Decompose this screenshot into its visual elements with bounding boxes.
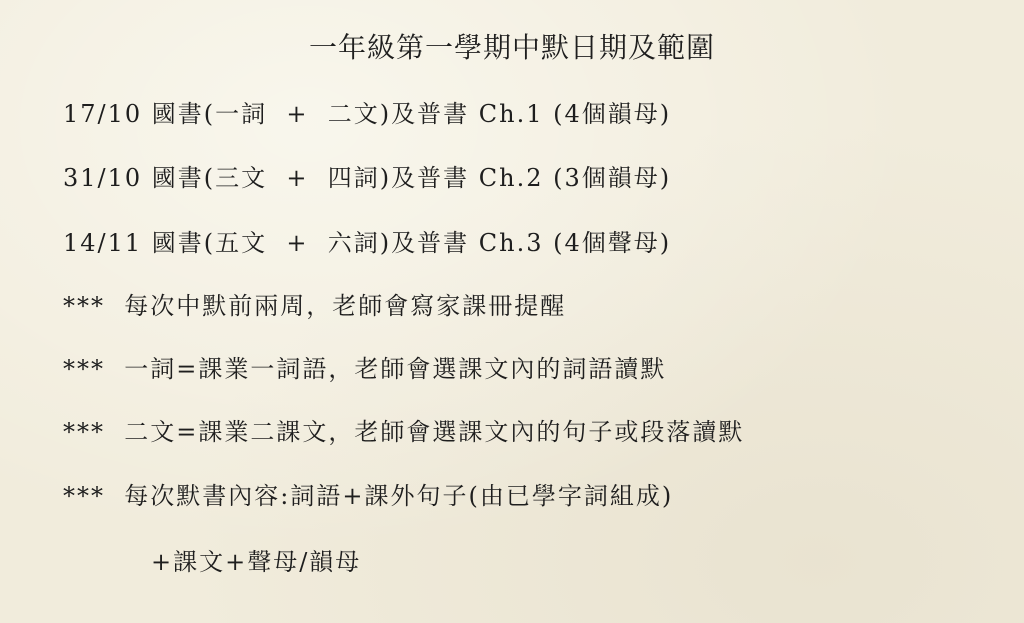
note-line-4: *** 每次默書內容:詞語+課外句子(由已學字詞組成) (63, 482, 674, 510)
page-title: 一年級第一學期中默日期及範圍 (308, 31, 715, 64)
note-line-4-continuation: +課文+聲母/韻母 (151, 548, 362, 576)
schedule-line-2: 31/10 國書(三文 + 四詞)及普書 Ch.2 (3個韻母) (63, 164, 672, 192)
schedule-line-3: 14/11 國書(五文 + 六詞)及普書 Ch.3 (4個聲母) (63, 229, 672, 257)
note-line-1: *** 每次中默前兩周，老師會寫家課冊提醒 (63, 292, 567, 320)
note-line-2: *** 一詞=課業一詞語，老師會選課文內的詞語讀默 (63, 355, 667, 383)
schedule-line-1: 17/10 國書(一詞 + 二文)及普書 Ch.1 (4個韻母) (63, 100, 672, 128)
note-line-3: *** 二文=課業二課文，老師會選課文內的句子或段落讀默 (63, 418, 745, 446)
